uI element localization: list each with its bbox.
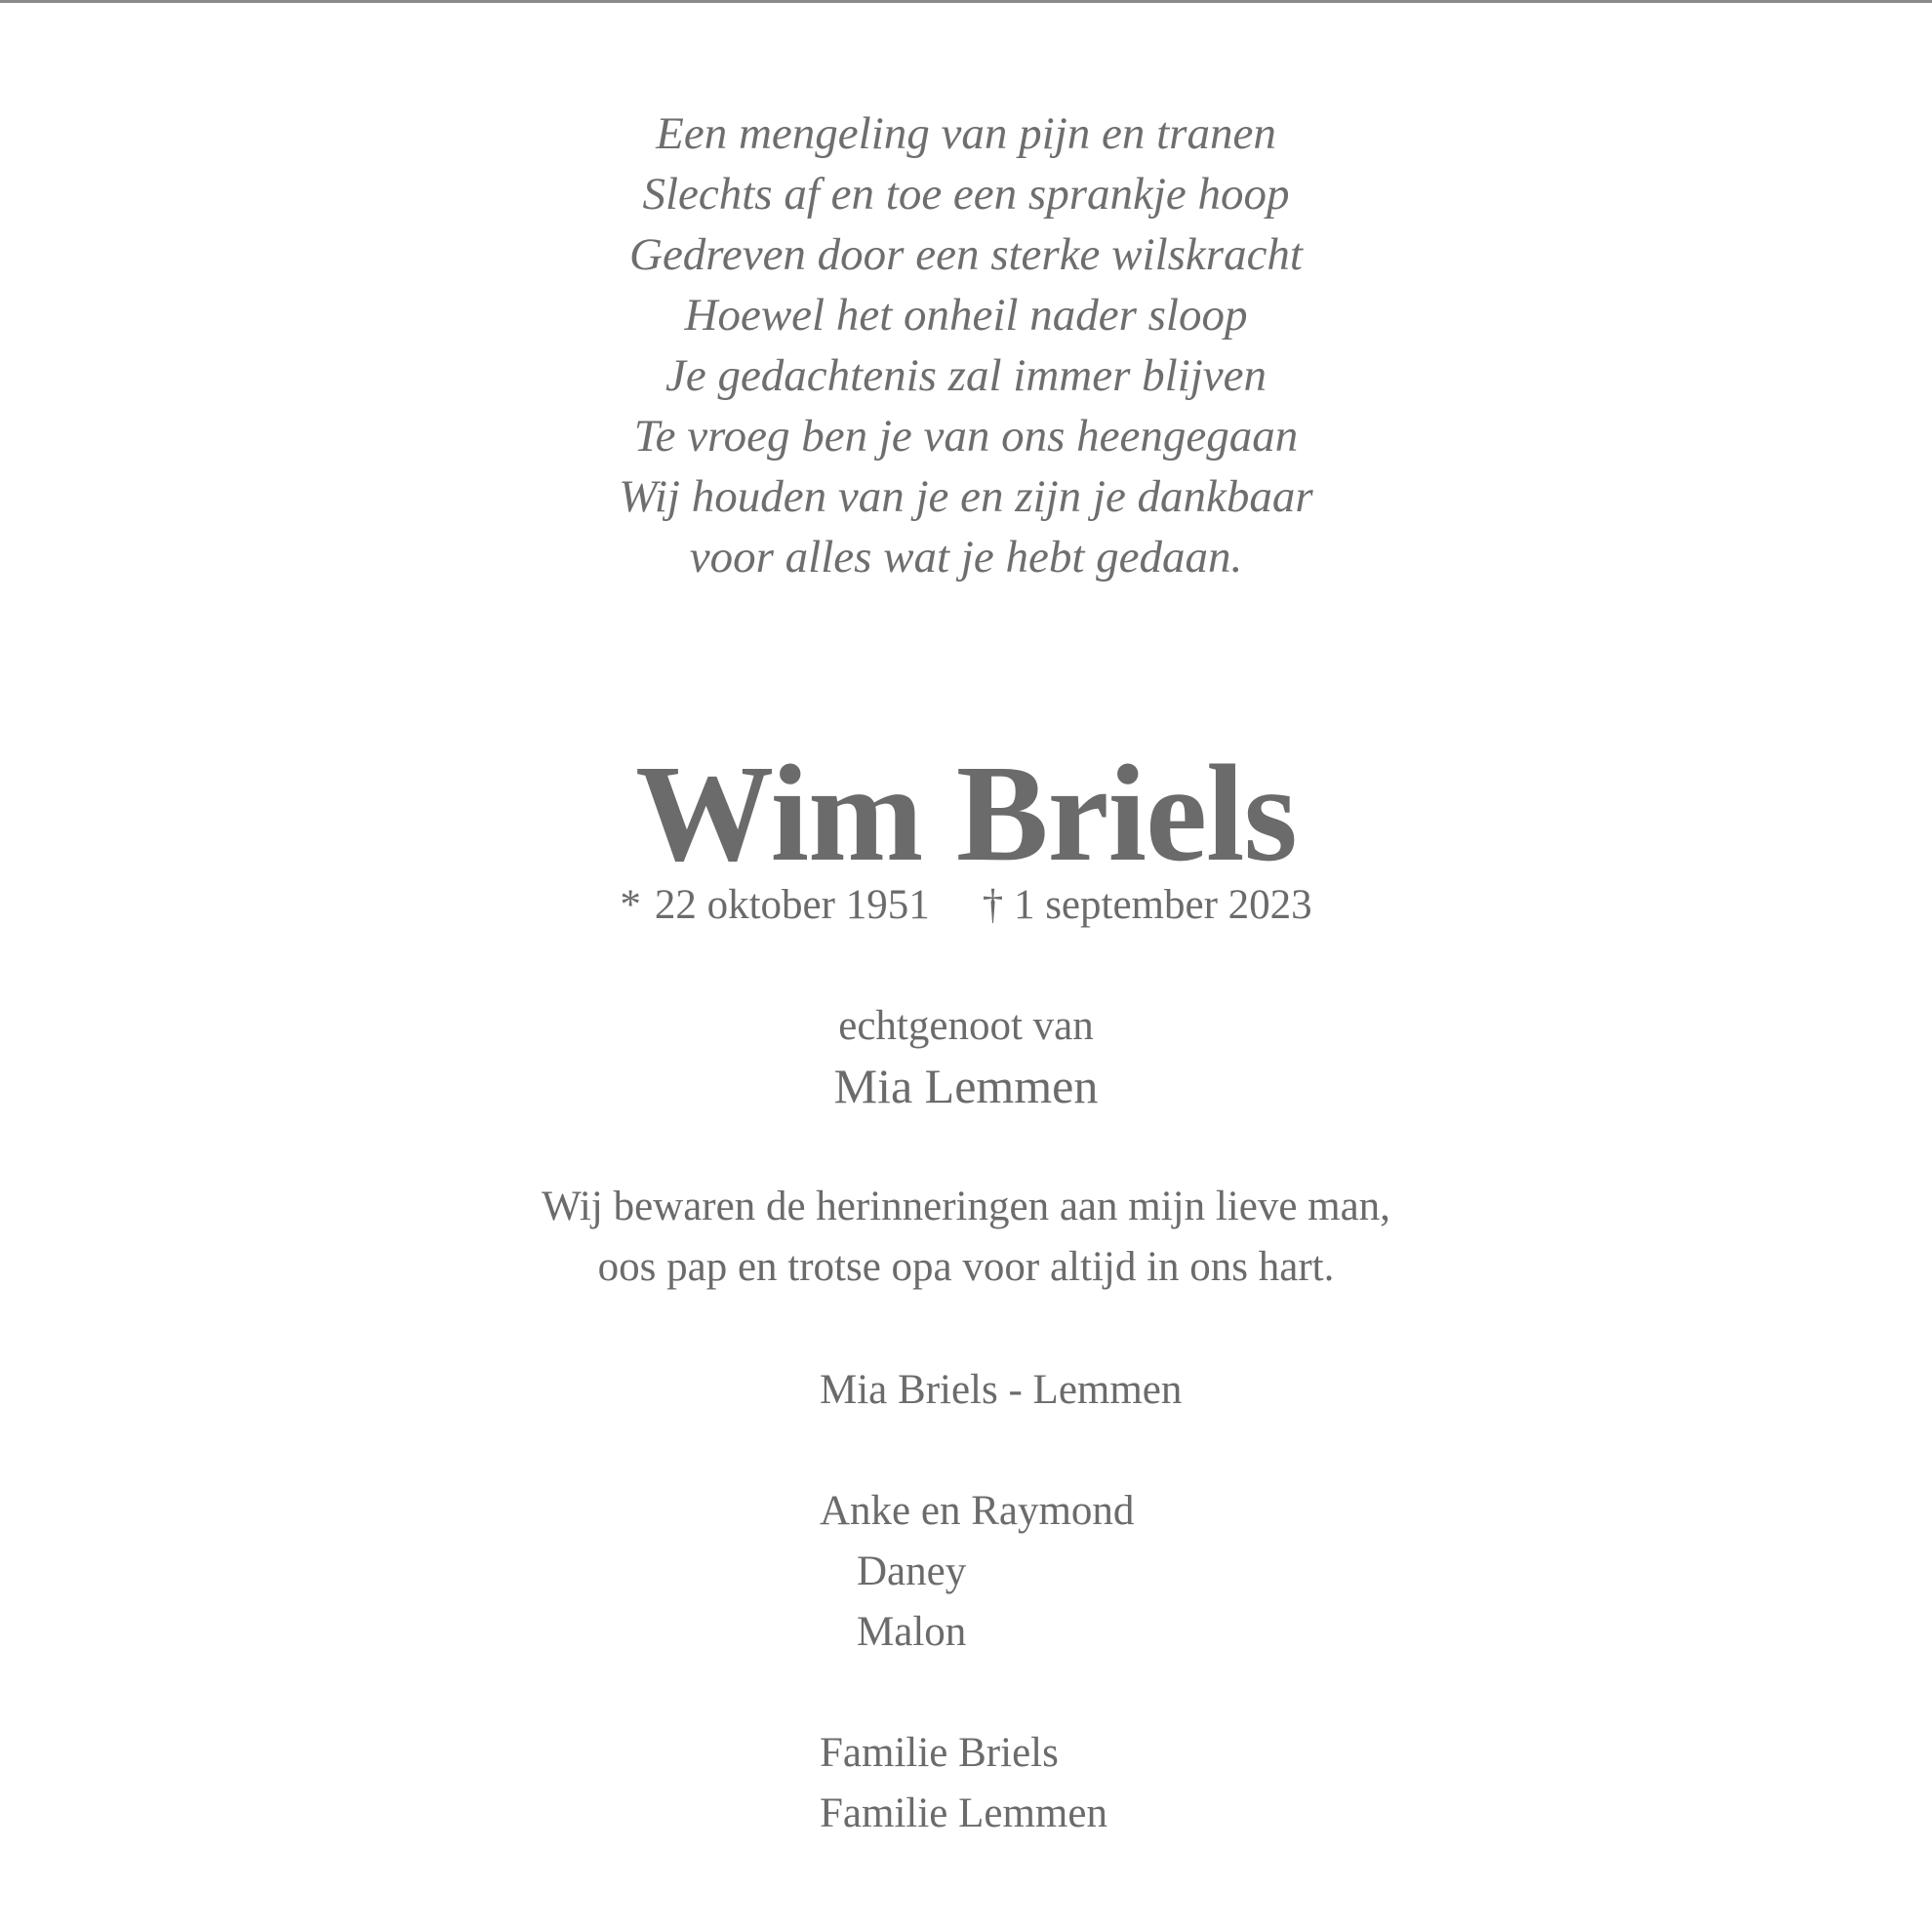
poem-line: Je gedachtenis zal immer blijven bbox=[664, 350, 1268, 401]
spouse-label: echtgenoot van bbox=[838, 1003, 1094, 1049]
poem bbox=[0, 103, 1932, 587]
death-date: 1 september 2023 bbox=[1013, 882, 1312, 928]
message-line: Wij bewaren de herinneringen aan mijn lieve man, bbox=[542, 1184, 1390, 1229]
family-signatures bbox=[820, 1360, 1182, 1844]
life-dates bbox=[0, 876, 1932, 935]
grandchild-name: Malon bbox=[857, 1609, 967, 1655]
poem-line: Te vroeg ben je van ons heengegaan bbox=[633, 411, 1299, 462]
message-line: oos pap en trotse opa voor altijd in ons hart. bbox=[597, 1244, 1335, 1290]
grandchild-name: Daney bbox=[857, 1548, 967, 1594]
remembrance-message bbox=[0, 1177, 1932, 1298]
poem-line: Slechts af en toe een sprankje hoop bbox=[642, 169, 1290, 220]
poem-line: Hoewel het onheil nader sloop bbox=[684, 290, 1248, 341]
poem-line: Wij houden van je en zijn je dankbaar bbox=[619, 471, 1313, 522]
poem-line: Een mengeling van pijn en tranen bbox=[656, 108, 1276, 159]
poem-line: voor alles wat je hebt gedaan. bbox=[689, 532, 1243, 583]
spouse-name: Mia Lemmen bbox=[833, 1059, 1099, 1113]
family-name: Familie Briels bbox=[820, 1730, 1059, 1776]
poem-line: Gedreven door een sterke wilskracht bbox=[629, 229, 1303, 280]
death-symbol: † bbox=[982, 882, 1004, 928]
family-name: Familie Lemmen bbox=[820, 1790, 1107, 1836]
birth-symbol: * bbox=[620, 882, 641, 928]
children-signature: Anke en Raymond bbox=[820, 1488, 1135, 1534]
spouse-signature: Mia Briels - Lemmen bbox=[820, 1367, 1183, 1413]
deceased-name: Wim Briels bbox=[635, 736, 1297, 890]
birth-date: 22 oktober 1951 bbox=[654, 882, 930, 928]
